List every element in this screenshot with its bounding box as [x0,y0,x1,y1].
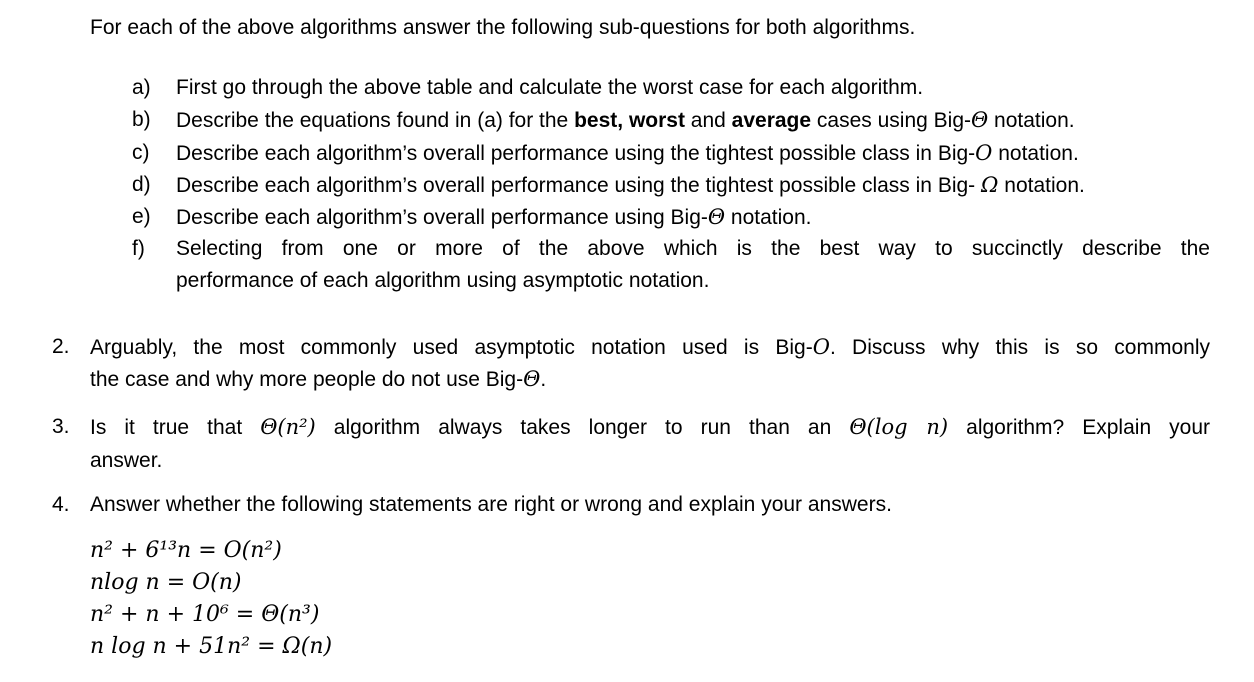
question-3-pre: Is it true that [90,416,261,439]
subquestion-b-pre: Describe the equations found in (a) for the [176,109,575,132]
subquestion-a-label: a) [132,76,151,99]
subquestion-b-post: cases using Big- [811,109,971,132]
subquestion-b-tail: notation. [988,109,1075,132]
question-3-math1: Θ(n²) [260,415,316,439]
subquestion-b-average: average [731,109,812,132]
subquestion-e-symbol: Θ [707,205,726,229]
equation-4: n log n + 51n² = Ω(n) [90,634,333,659]
subquestion-f-line2: performance of each algorithm using asymptotic notation. [176,269,710,292]
question-2-number: 2. [52,335,70,358]
subquestion-e-text [176,203,812,232]
subquestion-f-label: f) [132,237,145,260]
question-2-line2-pre: the case and why more people do not use Big- [90,368,524,391]
subquestion-f-line1: Selecting from one or more of the above which is the best way to succinctly describe the [176,237,1210,260]
subquestion-d-pre: Describe each algorithm’s overall performance using the tightest possible class in Big- [176,174,982,197]
subquestion-b-sep: , [617,109,629,132]
question-3-line1 [90,411,1210,444]
subquestion-b-best: best [574,109,618,132]
subquestion-e-tail: notation. [725,206,812,229]
question-2-line1 [90,331,1210,364]
equation-1: n² + 6¹³n = O(n²) [90,538,282,563]
subquestion-e-label: e) [132,205,151,228]
subquestion-b-symbol: Θ [971,108,989,132]
question-2-line2 [90,365,546,394]
subquestion-d-tail: notation. [998,174,1085,197]
question-2-post: . Discuss why this is so commonly [829,336,1210,359]
question-2-line2-post: . [540,368,547,391]
subquestion-c-pre: Describe each algorithm’s overall performance using the tightest possible class in Big- [176,142,976,165]
question-3-post: algorithm? Explain your [948,416,1211,439]
subquestion-d-label: d) [132,173,151,196]
subquestion-d-symbol: Ω [981,173,999,197]
subquestion-c-text [176,139,1079,168]
intro-text: For each of the above algorithms answer the following sub-questions for both algorithms. [90,16,916,39]
subquestion-c-tail: notation. [992,142,1079,165]
equation-2: nlog n = O(n) [90,570,242,595]
question-2-pre: Arguably, the most commonly used asymptotic notation used is Big- [90,336,813,359]
equation-3: n² + n + 10⁶ = Θ(n³) [90,602,320,627]
subquestion-c-label: c) [132,141,150,164]
subquestion-b-and: and [684,109,732,132]
subquestion-a-text: First go through the above table and calculate the worst case for each algorithm. [176,76,924,99]
question-2-symbol-o: O [812,335,830,359]
question-4-number: 4. [52,493,70,516]
subquestion-e-pre: Describe each algorithm’s overall performance using Big- [176,206,708,229]
subquestion-b-label: b) [132,108,151,131]
question-3-math2: Θ(log n) [849,415,949,439]
subquestion-d-text [176,171,1085,200]
question-2-symbol-theta: Θ [523,367,541,391]
subquestion-c-symbol: O [975,141,993,165]
question-3-mid: algorithm always takes longer to run than an [315,416,850,439]
question-4-line1: Answer whether the following statements are right or wrong and explain your answers. [90,493,892,516]
question-3-number: 3. [52,415,70,438]
subquestion-b-worst: worst [628,109,685,132]
question-3-line2: answer. [90,449,163,472]
subquestion-b-text [176,106,1075,135]
